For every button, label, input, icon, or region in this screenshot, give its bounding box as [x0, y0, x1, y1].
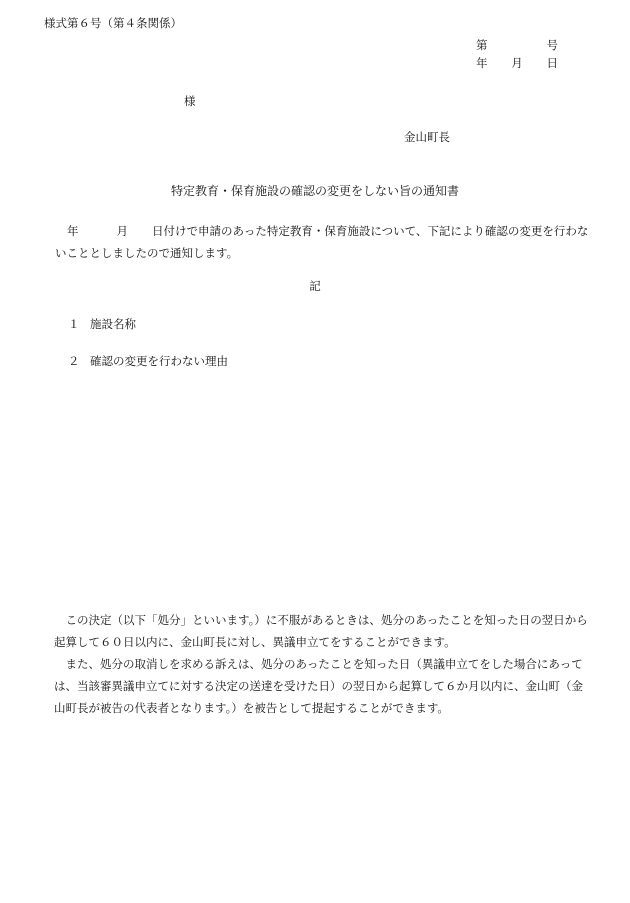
- item-label: 施設名称: [90, 317, 136, 331]
- form-number: 様式第６号（第４条関係）: [44, 16, 182, 30]
- document-number-prefix: 第: [476, 38, 488, 52]
- appeal-notice-text: この決定（以下「処分」といいます。）に不服があるときは、処分のあったことを知った日の翌日から起算して６０日以内に、金山町長に対し、異議申立てをすることができます。: [54, 613, 588, 649]
- document-title: 特定教育・保育施設の確認の変更をしない旨の通知書: [170, 184, 459, 198]
- item-number: ２: [68, 354, 80, 368]
- item-number: １: [68, 317, 80, 331]
- intro-year-label: 年: [67, 224, 79, 238]
- issuer-name: 金山町長: [404, 130, 450, 144]
- lawsuit-notice-text: また、処分の取消しを求める訴えは、処分のあったことを知った日（異議申立てをした場合にあっては、当該審異議申立てに対する決定の送達を受けた日）の翌日から起算して６か月以内に、金山町（金山町長が被告の代表者となります。）を被告として提起することができます。: [54, 657, 583, 715]
- lawsuit-notice-paragraph: [54, 653, 594, 719]
- appeal-notice-paragraph: [54, 609, 594, 653]
- date-month-label: 月: [511, 56, 523, 70]
- intro-paragraph: [55, 220, 595, 264]
- intro-month-label: 月: [116, 224, 128, 238]
- document-number-suffix: 号: [546, 38, 558, 52]
- intro-text: 日付けで申請のあった特定教育・保育施設について、下記により確認の変更を行わないこととしましたので通知します。: [55, 224, 589, 260]
- date-year-label: 年: [476, 56, 488, 70]
- list-item: [68, 354, 228, 369]
- list-item: [68, 317, 136, 332]
- item-label: 確認の変更を行わない理由: [90, 354, 228, 368]
- ki-heading: 記: [309, 279, 321, 293]
- date-day-label: 日: [546, 56, 558, 70]
- document-date-line: [476, 56, 558, 71]
- recipient-honorific: 様: [184, 94, 196, 108]
- document-number-line: [476, 38, 558, 53]
